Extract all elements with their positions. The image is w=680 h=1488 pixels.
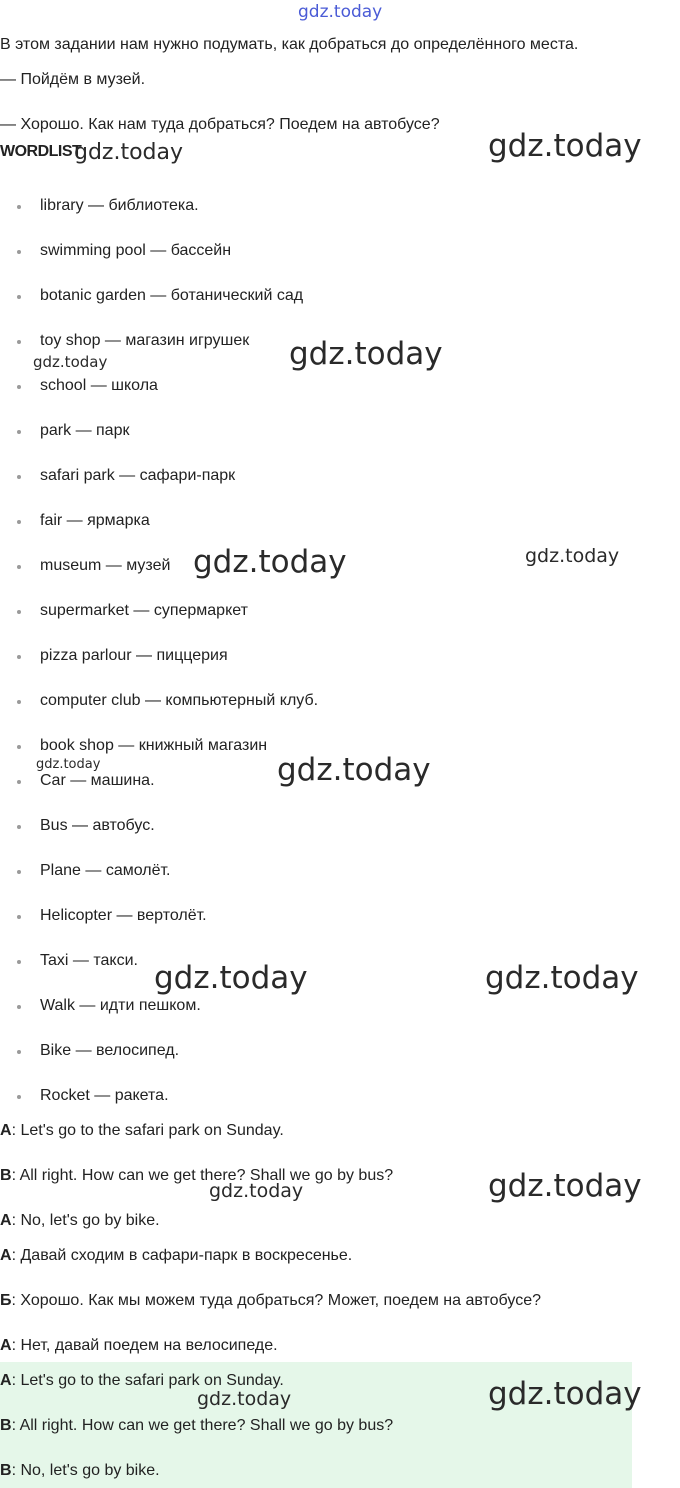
bullet-icon [17, 520, 21, 524]
list-item: Car — машина. [40, 772, 155, 789]
list-item: safari park — сафари-парк [40, 467, 236, 484]
bullet-icon [17, 1050, 21, 1054]
list-item: Bike — велосипед. [40, 1042, 180, 1059]
list-item: Taxi — такси. [40, 952, 138, 969]
watermark: gdz.today [197, 1388, 292, 1410]
dialogue-ru-line-3: А: Нет, давай поедем на велосипеде. [0, 1337, 278, 1354]
bullet-icon [17, 655, 21, 659]
watermark: gdz.today [525, 545, 620, 567]
watermark: gdz.today [488, 1168, 642, 1204]
list-item: supermarket — супермаркет [40, 602, 248, 619]
list-item: Bus — автобус. [40, 817, 155, 834]
bullet-icon [17, 295, 21, 299]
watermark: gdz.today [488, 128, 642, 164]
list-item: park — парк [40, 422, 130, 439]
list-item: swimming pool — бассейн [40, 242, 232, 259]
watermark-header: gdz.today [298, 2, 383, 22]
bullet-icon [17, 610, 21, 614]
wordlist-title: WORDLIST [0, 143, 82, 160]
dialogue-ru-line-2: Б: Хорошо. Как мы можем туда добраться? Может, поедем на автобусе? [0, 1292, 541, 1309]
bullet-icon [17, 1095, 21, 1099]
bullet-icon [17, 205, 21, 209]
list-item: toy shop — магазин игрушек [40, 332, 250, 349]
dialogue-hl-line-1: A: Let's go to the safari park on Sunday. [0, 1372, 284, 1389]
bullet-icon [17, 780, 21, 784]
list-item: Walk — идти пешком. [40, 997, 201, 1014]
list-item: fair — ярмарка [40, 512, 150, 529]
bullet-icon [17, 915, 21, 919]
bullet-icon [17, 385, 21, 389]
bullet-icon [17, 700, 21, 704]
bullet-icon [17, 825, 21, 829]
watermark: gdz.today [209, 1180, 304, 1202]
watermark: gdz.today [154, 960, 308, 996]
watermark: gdz.today [74, 140, 184, 165]
list-item: book shop — книжный магазин [40, 737, 268, 754]
bullet-icon [17, 870, 21, 874]
dialogue-hl-line-3: B: No, let's go by bike. [0, 1462, 160, 1479]
watermark: gdz.today [193, 544, 347, 580]
watermark: gdz.today [33, 353, 108, 371]
intro-line-1: В этом задании нам нужно подумать, как добраться до определённого места. [0, 36, 579, 53]
watermark: gdz.today [488, 1376, 642, 1412]
list-item: Rocket — ракета. [40, 1087, 169, 1104]
list-item: library — библиотека. [40, 197, 199, 214]
bullet-icon [17, 340, 21, 344]
bullet-icon [17, 745, 21, 749]
dialogue-ru-line-1: А: Давай сходим в сафари-парк в воскресенье. [0, 1247, 353, 1264]
list-item: pizza parlour — пиццерия [40, 647, 228, 664]
bullet-icon [17, 1005, 21, 1009]
watermark: gdz.today [485, 960, 639, 996]
bullet-icon [17, 565, 21, 569]
intro-line-2: — Пойдём в музей. [0, 71, 146, 88]
watermark: gdz.today [277, 752, 431, 788]
bullet-icon [17, 960, 21, 964]
list-item: Helicopter — вертолёт. [40, 907, 207, 924]
bullet-icon [17, 430, 21, 434]
watermark: gdz.today [36, 757, 101, 772]
bullet-icon [17, 250, 21, 254]
dialogue-en-line-1: A: Let's go to the safari park on Sunday. [0, 1122, 284, 1139]
list-item: computer club — компьютерный клуб. [40, 692, 319, 709]
list-item: Plane — самолёт. [40, 862, 171, 879]
dialogue-en-line-2: B: All right. How can we get there? Shall we go by bus? [0, 1167, 394, 1184]
dialogue-en-line-3: A: No, let's go by bike. [0, 1212, 160, 1229]
watermark: gdz.today [289, 336, 443, 372]
bullet-icon [17, 475, 21, 479]
list-item: school — школа [40, 377, 158, 394]
dialogue-hl-line-2: B: All right. How can we get there? Shall we go by bus? [0, 1417, 394, 1434]
list-item: museum — музей [40, 557, 171, 574]
intro-line-3: — Хорошо. Как нам туда добраться? Поедем на автобусе? [0, 116, 440, 133]
list-item: botanic garden — ботанический сад [40, 287, 304, 304]
